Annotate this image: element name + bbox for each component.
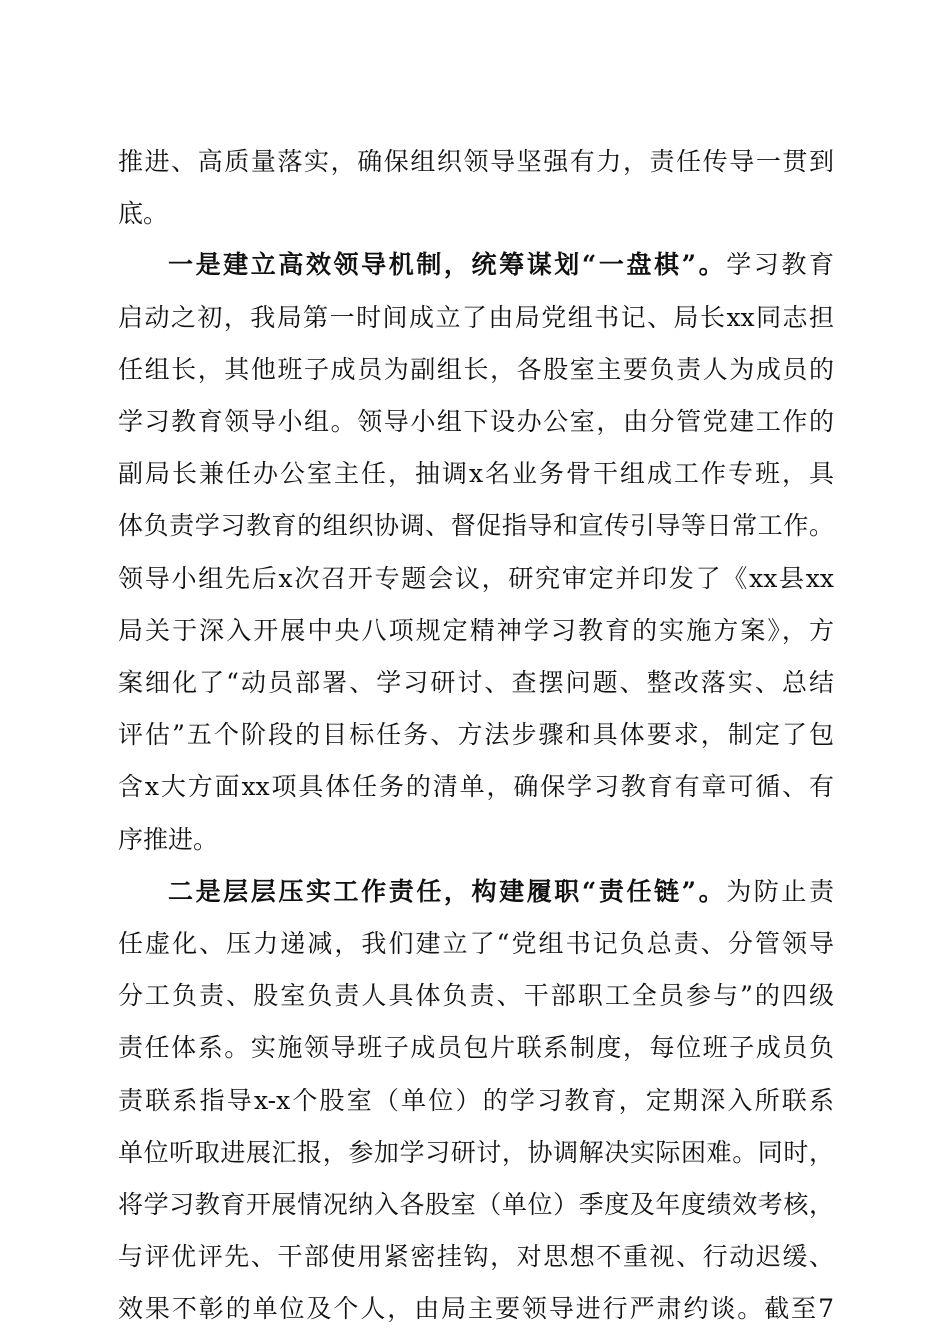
text-line: 分工负责、股室负责人具体负责、干部职工全员参与”的四级 bbox=[118, 981, 834, 1010]
text-line: 效果不彰的单位及个人，由局主要领导进行严肃约谈。截至7 bbox=[118, 1294, 834, 1323]
text-span: 为防止责 bbox=[726, 877, 834, 906]
text-line: 序推进。 bbox=[118, 825, 219, 854]
text-line: 推进、高质量落实，确保组织领导坚强有力，责任传导一贯到 bbox=[118, 147, 834, 176]
text-line: 体负责学习教育的组织协调、督促指导和宣传引导等日常工作。 bbox=[118, 511, 834, 540]
text-line: 责联系指导x-x个股室（单位）的学习教育，定期深入所联系 bbox=[118, 1086, 834, 1115]
text-line: 责任体系。实施领导班子成员包片联系制度，每位班子成员负 bbox=[118, 1033, 834, 1062]
text-line: 与评优评先、干部使用紧密挂钩，对思想不重视、行动迟缓、 bbox=[118, 1242, 834, 1271]
text-line: 案细化了“动员部署、学习研讨、查摆问题、整改落实、总结 bbox=[118, 668, 834, 697]
text-line: 启动之初，我局第一时间成立了由局党组书记、局长xx同志担 bbox=[118, 303, 834, 332]
text-line: 单位听取进展汇报，参加学习研讨，协调解决实际困难。同时， bbox=[118, 1138, 834, 1167]
paragraph-heading-line bbox=[168, 870, 834, 914]
text-line: 领导小组先后x次召开专题会议，研究审定并印发了《xx县xx bbox=[118, 564, 834, 593]
text-line: 含x大方面xx项具体任务的清单，确保学习教育有章可循、有 bbox=[118, 772, 834, 801]
text-line: 将学习教育开展情况纳入各股室（单位）季度及年度绩效考核， bbox=[118, 1190, 834, 1219]
text-line: 底。 bbox=[118, 199, 169, 228]
text-line: 局关于深入开展中央八项规定精神学习教育的实施方案》，方 bbox=[118, 616, 834, 645]
text-line: 副局长兼任办公室主任，抽调x名业务骨干组成工作专班，具 bbox=[118, 459, 834, 488]
paragraph-heading-line bbox=[168, 243, 834, 287]
text-line: 评估”五个阶段的目标任务、方法步骤和具体要求，制定了包 bbox=[118, 720, 834, 749]
paragraph-heading: 一是建立高效领导机制，统筹谋划“一盘棋”。 bbox=[168, 250, 727, 279]
paragraph-heading: 二是层层压实工作责任，构建履职“责任链”。 bbox=[168, 877, 727, 906]
text-span: 学习教育 bbox=[726, 250, 834, 279]
text-line: 任虚化、压力递减，我们建立了“党组书记负总责、分管领导 bbox=[118, 929, 834, 958]
text-line: 任组长，其他班子成员为副组长，各股室主要负责人为成员的 bbox=[118, 355, 834, 384]
text-line: 学习教育领导小组。领导小组下设办公室，由分管党建工作的 bbox=[118, 407, 834, 436]
